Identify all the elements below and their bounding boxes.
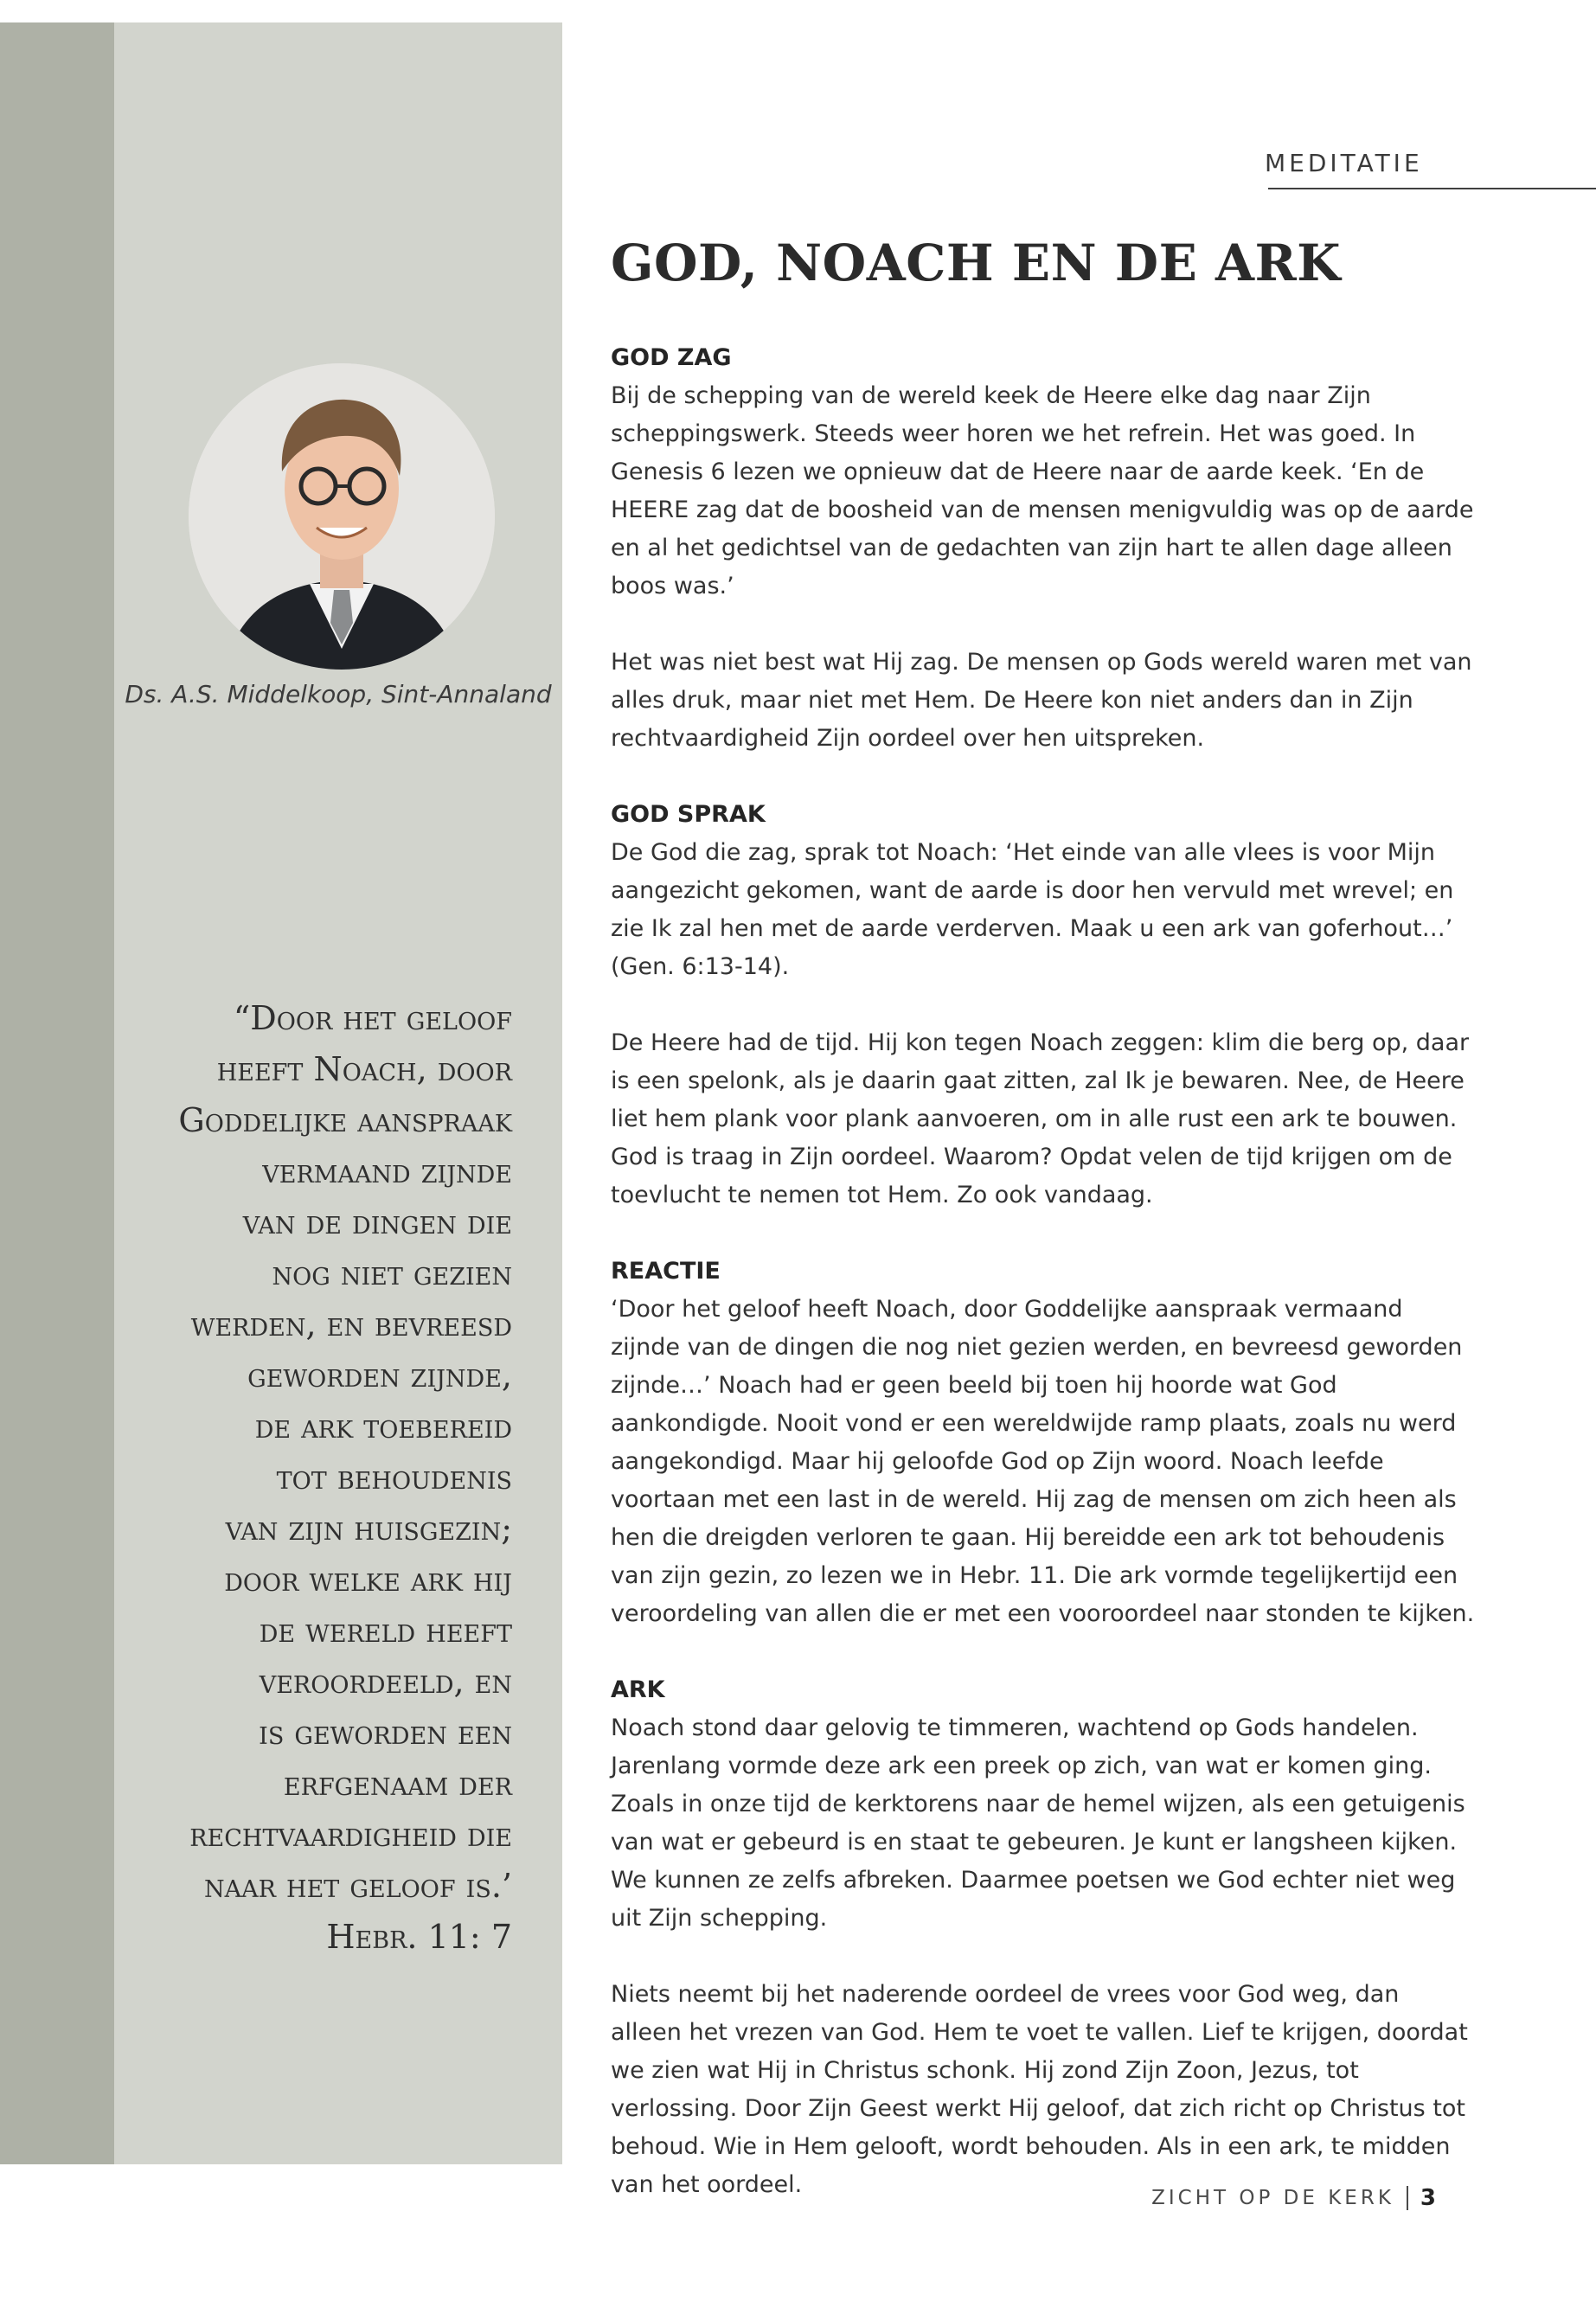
quote-line: naar het geloof is.’ — [204, 1867, 512, 1905]
quote-line: Goddelijke aanspraak — [178, 1101, 512, 1139]
quote-line: heeft Noach, door — [216, 1050, 512, 1088]
paragraph: Bij de schepping van de wereld keek de Heere elke dag naar Zijn scheppingswerk. Steeds weer horen we het refrein. Het was goed. In Genesis 6 lezen we opnieuw dat de Heere naar de aarde keek. ‘En de HEERE zag dat de boosheid van de mensen menigvuldig was op de aarde en al het gedichtsel van de gedachten van zijn hart te allen dage alleen boos was.’ — [611, 382, 1474, 599]
quote-line: van de dingen die — [242, 1203, 512, 1241]
quote-line: erfgenaam der — [283, 1765, 512, 1803]
section-heading: ARK — [611, 1676, 665, 1703]
pull-quote — [130, 993, 512, 1963]
paragraph: ‘Door het geloof heeft Noach, door Goddelijke aanspraak vermaand zijnde van de dingen die nog niet gezien werden, en bevreesd geworden zijnde…’ Noach had er geen beeld bij toen hij hoorde wat God aankondigde. Nooit vond er een wereldwijde ramp plaats, zoals nu werd aangekondigd. Maar hij geloofde God op Zijn woord. Noach leefde voortaan met een last in de wereld. Hij zag de mensen om zich heen als hen die dreigden verloren te gaan. Hij bereidde een ark tot behoudenis van zijn gezin, zo lezen we in Hebr. 11. Die ark vormde tegelijkertijd een veroordeling van allen die er met een vooroordeel naar stonden te kijken. — [611, 1296, 1475, 1627]
photo-caption: Ds. A.S. Middelkoop, Sint-Annaland — [125, 680, 552, 708]
paragraph: Het was niet best wat Hij zag. De mensen op Gods wereld waren met van alles druk, maar niet met Hem. De Heere kon niet anders dan in Zijn rechtvaardigheid Zijn oordeel over hen uitspreken. — [611, 649, 1472, 752]
quote-reference: Hebr. 11: 7 — [326, 1918, 512, 1956]
quote-line: “Door het geloof — [233, 999, 512, 1037]
section-heading: REACTIE — [611, 1258, 721, 1285]
quote-line: vermaand zijnde — [262, 1152, 512, 1190]
paragraph: De God die zag, sprak tot Noach: ‘Het einde van alle vlees is voor Mijn aangezicht gekomen, want de aarde is door hen vervuld met wrevel; en zie Ik zal hen met de aarde verderven. Maak u een ark van goferhout…’ (Gen. 6:13-14). — [611, 839, 1454, 980]
section-rule — [1268, 188, 1596, 189]
page-number: 3 — [1420, 2185, 1436, 2211]
article-body — [611, 339, 1476, 2204]
quote-line: werden, en bevreesd — [190, 1305, 512, 1343]
quote-line: door welke ark hij — [224, 1561, 512, 1599]
footer-divider — [1407, 2186, 1408, 2210]
quote-line: veroordeeld, en — [259, 1663, 512, 1701]
page-footer — [1151, 2185, 1436, 2211]
sidebar-accent-bar — [0, 22, 114, 2164]
quote-line: nog niet gezien — [272, 1254, 512, 1292]
quote-line: tot behoudenis — [276, 1458, 512, 1497]
quote-line: de wereld heeft — [259, 1612, 512, 1650]
paragraph: Noach stond daar gelovig te timmeren, wachtend op Gods handelen. Jarenlang vormde deze ark een preek op zich, van wat er komen ging. Zoals in onze tijd de kerktorens naar de hemel wijzen, als een getuigenis van wat er gebeurd is en staat te gebeuren. Je kunt er langsheen kijken. We kunnen ze zelfs afbreken. Daarmee poetsen we God echter niet weg uit Zijn schepping. — [611, 1715, 1465, 1932]
article-title: GOD, NOACH EN DE ARK — [611, 234, 1342, 292]
magazine-name: ZICHT OP DE KERK — [1151, 2187, 1394, 2209]
paragraph: Niets neemt bij het naderende oordeel de vrees voor God weg, dan alleen het vrezen van God. Hem te voet te vallen. Lief te krijgen, doordat we zien wat Hij in Christus schonk. Hij zond Zijn Zoon, Jezus, tot verlossing. Door Zijn Geest werkt Hij geloof, dat zich richt op Christus tot behoud. Wie in Hem gelooft, wordt behouden. Als in een ark, te midden van het oordeel. — [611, 1981, 1468, 2198]
section-heading: GOD ZAG — [611, 344, 732, 371]
quote-line: is geworden een — [259, 1714, 512, 1752]
paragraph: De Heere had de tijd. Hij kon tegen Noach zeggen: klim die berg op, daar is een spelonk, als je daarin gaat zitten, zal Ik je bewaren. Nee, de Heere liet hem plank voor plank aanvoeren, om in alle rust een ark te bouwen. God is traag in Zijn oordeel. Waarom? Opdat velen de tijd krijgen om de toevlucht te nemen tot Hem. Zo ook vandaag. — [611, 1029, 1470, 1208]
quote-line: geworden zijnde, — [247, 1356, 512, 1394]
section-label: MEDITATIE — [1265, 149, 1423, 177]
quote-line: rechtvaardigheid die — [189, 1816, 512, 1854]
quote-line: van zijn huisgezin; — [225, 1509, 512, 1548]
author-photo — [189, 363, 495, 670]
section-heading: GOD SPRAK — [611, 801, 766, 828]
quote-line: de ark toebereid — [254, 1407, 512, 1445]
